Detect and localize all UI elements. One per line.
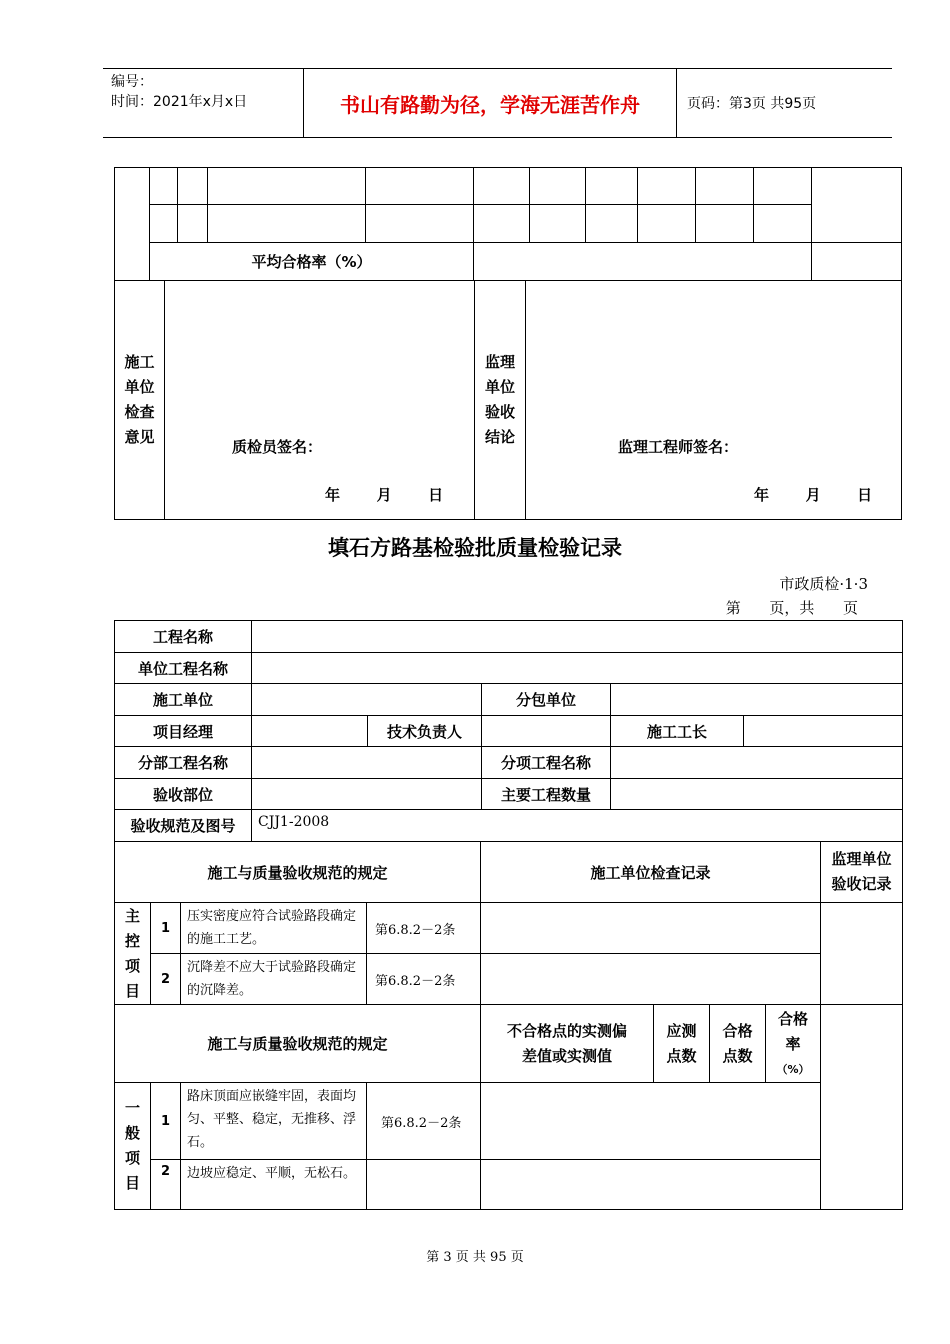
subcontractor-label: 分包单位 <box>482 684 611 716</box>
main-item-text: 压实密度应符合试验路段确定的施工工艺。 <box>181 903 367 954</box>
general-item-clause <box>367 1160 481 1210</box>
contractor-record-header: 施工单位检查记录 <box>481 842 821 903</box>
engineer-sign-label: 监理工程师签名： <box>618 438 739 456</box>
contractor-label: 施工单位 <box>115 684 252 716</box>
page-info: 第 页，共 页 <box>725 599 858 617</box>
subitem-value <box>611 747 903 779</box>
items-table <box>114 841 903 1210</box>
motto: 书山有路勤为径，学海无涯苦作舟 <box>303 69 677 137</box>
page-footer: 第 3 页 共 95 页 <box>426 1250 524 1265</box>
top-table <box>114 167 902 281</box>
form-code: 市政质检·1·3 <box>779 575 868 593</box>
engineer-date: 年 月 日 <box>754 486 873 504</box>
main-item-no: 1 <box>151 903 181 954</box>
spec-value: CJJ1-2008 <box>252 810 903 842</box>
inspector-date: 年 月 日 <box>325 486 444 504</box>
project-name-label: 工程名称 <box>115 621 252 653</box>
quantity-label: 主要工程数量 <box>482 779 611 810</box>
tech-lead-value <box>482 716 611 747</box>
record-title: 填石方路基检验批质量检验记录 <box>328 536 622 560</box>
subcontractor-value <box>611 684 903 716</box>
rules-header-2: 施工与质量验收规范的规定 <box>115 1005 481 1083</box>
opinion-table <box>114 280 902 520</box>
pass-points-header: 合格点数 <box>722 1021 753 1065</box>
foreman-label: 施工工长 <box>611 716 744 747</box>
general-item-text: 边坡应稳定、平顺，无松石。 <box>181 1160 367 1210</box>
project-info-table <box>114 620 903 842</box>
contractor-opinion-area <box>165 281 475 520</box>
contractor-value <box>252 684 482 716</box>
subitem-label: 分项工程名称 <box>482 747 611 779</box>
should-measure-header: 应测点数 <box>666 1021 697 1065</box>
deviation-header: 不合格点的实测偏差值或实测值 <box>507 1021 628 1065</box>
supervisor-record-header: 监理单位验收记录 <box>831 850 892 893</box>
main-item-text: 沉降差不应大于试验路段确定的沉降差。 <box>181 954 367 1005</box>
avg-pass-rate-value <box>474 243 812 281</box>
tech-lead-label: 技术负责人 <box>368 716 482 747</box>
number-label: 编号： <box>111 74 153 90</box>
location-label: 验收部位 <box>115 779 252 810</box>
main-control-label: 主控项目 <box>124 906 140 1000</box>
page-code: 页码：第3页 共95页 <box>687 96 817 112</box>
general-item-clause: 第6.8.2－2条 <box>367 1083 481 1160</box>
time-label: 时间：2021年x月x日 <box>111 94 248 110</box>
project-name-value <box>252 621 903 653</box>
pass-rate-header: 合格率 <box>778 1010 809 1053</box>
header-meta <box>103 69 303 137</box>
general-item-no: 2 <box>151 1160 181 1210</box>
pass-rate-unit: （%） <box>776 1063 810 1076</box>
foreman-value <box>744 716 903 747</box>
spec-label: 验收规范及图号 <box>115 810 252 842</box>
unit-project-label: 单位工程名称 <box>115 653 252 684</box>
unit-project-value <box>252 653 903 684</box>
main-item-clause: 第6.8.2－2条 <box>367 954 481 1005</box>
supervisor-conclusion-label: 监理单位验收结论 <box>484 353 515 446</box>
supervisor-conclusion-area <box>526 281 902 520</box>
location-value <box>252 779 482 810</box>
general-item-text: 路床顶面应嵌缝牢固，表面均匀、平整、稳定，无推移、浮石。 <box>181 1083 367 1160</box>
project-manager-label: 项目经理 <box>115 716 252 747</box>
division-label: 分部工程名称 <box>115 747 252 779</box>
blank-cell <box>115 168 150 281</box>
avg-pass-rate-label: 平均合格率（%） <box>150 243 474 281</box>
project-manager-value <box>252 716 368 747</box>
rules-header: 施工与质量验收规范的规定 <box>115 842 481 903</box>
main-item-clause: 第6.8.2－2条 <box>367 903 481 954</box>
division-value <box>252 747 482 779</box>
general-label: 一般项目 <box>124 1099 140 1192</box>
inspector-sign-label: 质检员签名： <box>232 438 323 456</box>
quantity-value <box>611 779 903 810</box>
general-item-no: 1 <box>151 1083 181 1160</box>
contractor-opinion-label: 施工单位检查意见 <box>124 353 155 446</box>
page-header <box>103 68 892 138</box>
main-item-no: 2 <box>151 954 181 1005</box>
